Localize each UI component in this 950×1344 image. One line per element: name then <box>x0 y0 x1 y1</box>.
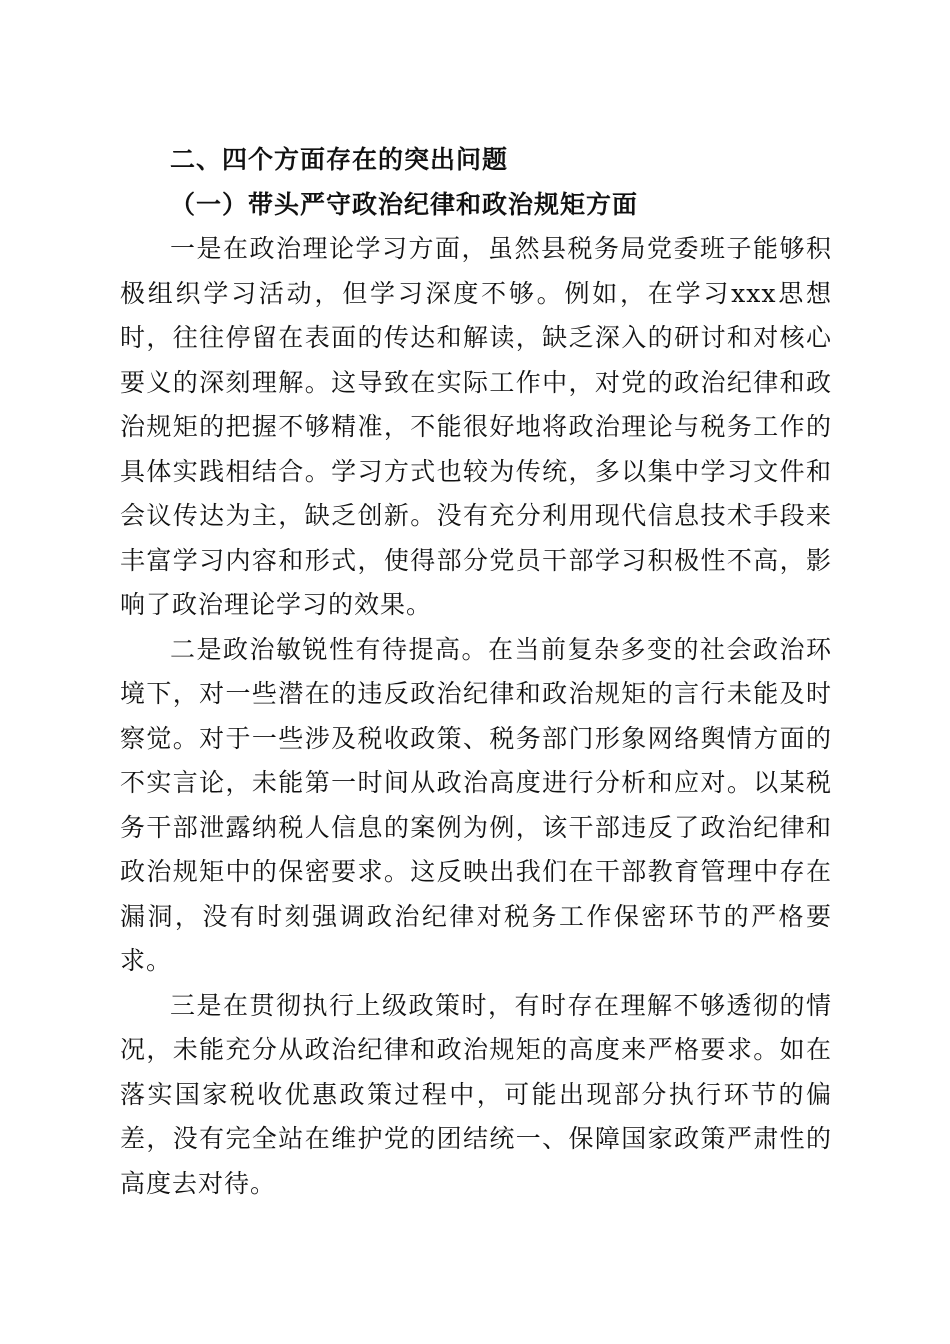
section-heading: 二、四个方面存在的突出问题 <box>170 145 509 174</box>
paragraph-political-theory-study: 一是在政治理论学习方面，虽然县税务局党委班子能够积极组织学习活动，但学习深度不够。例如，在学习xxx思想时，往往停留在表面的传达和解读，缺乏深入的研讨和对核心要义的深刻理解。这导致在实际工作中，对党的政治纪律和政治规矩的把握不够精准，不能很好地将政治理论与税务工作的具体实践相结合。学习方式也较为传统，多以集中学习文件和会议传达为主，缺乏创新。没有充分利用现代信息技术手段来丰富学习内容和形式，使得部分党员干部学习积极性不高，影响了政治理论学习的效果。 <box>120 234 832 619</box>
document-body <box>120 138 832 1206</box>
subsection-heading: （一）带头严守政治纪律和政治规矩方面 <box>170 189 639 219</box>
paragraph-political-sensitivity: 二是政治敏锐性有待提高。在当前复杂多变的社会政治环境下，对一些潜在的违反政治纪律和政治规矩的言行未能及时察觉。对于一些涉及税收政策、税务部门形象网络舆情方面的不实言论，未能第一时间从政治高度进行分析和应对。以某税务干部泄露纳税人信息的案例为例，该干部违反了政治纪律和政治规矩中的保密要求。这反映出我们在干部教育管理中存在漏洞，没有时刻强调政治纪律对税务工作保密环节的严格要求。 <box>120 634 832 975</box>
paragraph-policy-implementation: 三是在贯彻执行上级政策时，有时存在理解不够透彻的情况，未能充分从政治纪律和政治规矩的高度来严格要求。如在落实国家税收优惠政策过程中，可能出现部分执行环节的偏差，没有完全站在维护党的团结统一、保障国家政策严肃性的高度去对待。 <box>120 990 832 1198</box>
